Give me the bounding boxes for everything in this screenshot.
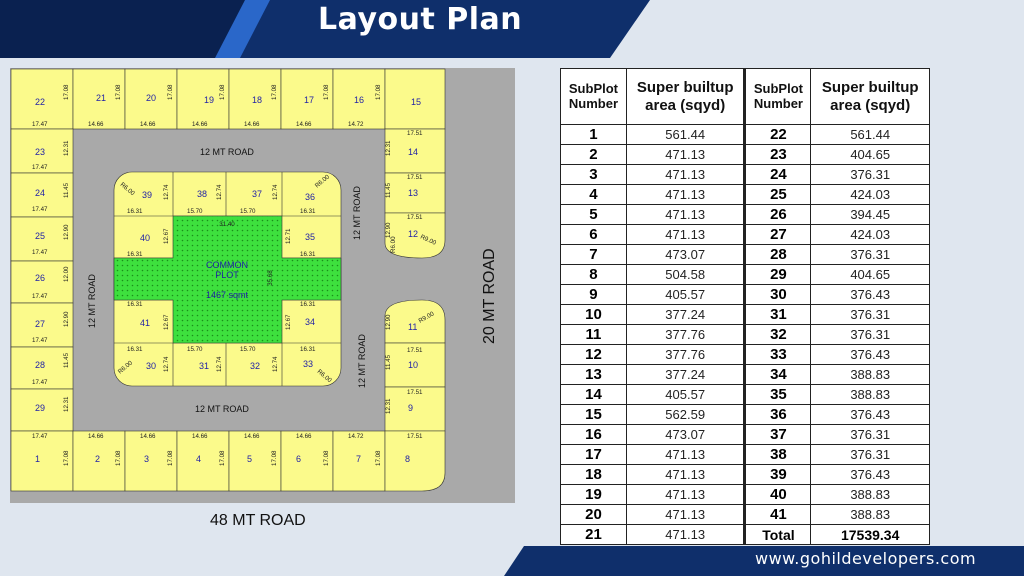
road-label-inner-left: 12 MT ROAD [87,274,97,328]
table-row [561,385,930,405]
plot-9: 9 [408,403,414,413]
plot-21: 21 [96,93,107,103]
svg-text:15.70: 15.70 [240,208,256,215]
table-row [561,185,930,205]
common-plot-height: 35.68 [267,270,274,286]
svg-text:12.74: 12.74 [272,184,279,200]
svg-text:12.74: 12.74 [163,184,170,200]
svg-text:17.51: 17.51 [407,433,423,440]
svg-text:17.08: 17.08 [271,84,278,100]
subplot-number-cell: 16 [561,425,627,445]
svg-text:17.08: 17.08 [219,450,226,466]
plot-3: 3 [144,454,150,464]
subplot-number-cell: 18 [561,465,627,485]
svg-text:R6.00: R6.00 [118,181,136,198]
svg-text:17.08: 17.08 [167,84,174,100]
svg-text:16.31: 16.31 [300,208,316,215]
area-cell: 376.31 [811,445,930,465]
table-row [561,165,930,185]
svg-text:11.45: 11.45 [63,352,70,368]
svg-text:17.47: 17.47 [32,249,48,256]
subplot-number-cell: 38 [745,445,811,465]
svg-text:17.47: 17.47 [32,206,48,213]
plot-36: 36 [305,192,316,202]
subplot-number-cell: Total [745,525,811,545]
subplot-number-cell: 36 [745,405,811,425]
plot-5: 5 [247,454,253,464]
svg-text:16.31: 16.31 [300,346,316,353]
svg-text:17.51: 17.51 [407,347,423,354]
common-plot-area: 1467 sqmt [205,290,249,300]
header-subplot-2: SubPlot Number [745,69,811,125]
subplot-number-cell: 20 [561,505,627,525]
subplot-number-cell: 23 [745,145,811,165]
plot-2: 2 [95,454,101,464]
subplot-number-cell: 41 [745,505,811,525]
road-label-inner-top: 12 MT ROAD [200,147,254,157]
plot-37: 37 [252,189,263,199]
svg-text:14.66: 14.66 [244,121,260,128]
plot-24: 24 [35,188,46,198]
table-row [561,125,930,145]
table-row [561,225,930,245]
road-label-inner-right-upper: 12 MT ROAD [352,186,362,240]
svg-text:17.47: 17.47 [32,293,48,300]
plot-33: 33 [303,359,314,369]
svg-text:14.66: 14.66 [244,433,260,440]
svg-text:14.66: 14.66 [192,433,208,440]
table-row [561,205,930,225]
area-cell: 388.83 [811,485,930,505]
subplot-number-cell: 2 [561,145,627,165]
table-row [561,425,930,445]
area-cell: 424.03 [811,225,930,245]
subplot-number-cell: 21 [561,525,627,545]
subplot-number-cell: 30 [745,285,811,305]
plot-29: 29 [35,403,46,413]
svg-text:12.90: 12.90 [385,314,392,330]
svg-text:R9.00: R9.00 [417,310,436,325]
table-row [561,245,930,265]
area-cell: 471.13 [626,205,745,225]
plot-13: 13 [408,188,419,198]
subplot-number-cell: 34 [745,365,811,385]
svg-text:11.45: 11.45 [63,182,70,198]
svg-text:15.70: 15.70 [187,208,203,215]
subplot-number-cell: 37 [745,425,811,445]
area-cell: 471.13 [626,225,745,245]
area-cell: 473.07 [626,425,745,445]
subplot-number-cell: 7 [561,245,627,265]
svg-text:12.67: 12.67 [163,228,170,244]
svg-text:15.70: 15.70 [187,346,203,353]
plot-34: 34 [305,317,316,327]
area-cell: 376.31 [811,305,930,325]
header-area-1: Super builtup area (sqyd) [626,69,745,125]
svg-text:17.08: 17.08 [63,84,70,100]
area-cell: 562.59 [626,405,745,425]
subplot-number-cell: 39 [745,465,811,485]
plot-16: 16 [354,95,365,105]
subplot-number-cell: 32 [745,325,811,345]
area-cell: 561.44 [626,125,745,145]
svg-text:11.45: 11.45 [385,354,392,370]
plot-28: 28 [35,360,46,370]
area-cell: 394.45 [811,205,930,225]
plot-39: 39 [142,190,153,200]
area-cell: 376.43 [811,285,930,305]
plot-7: 7 [356,454,362,464]
svg-text:17.08: 17.08 [63,450,70,466]
svg-text:17.08: 17.08 [115,450,122,466]
svg-text:R6.00: R6.00 [116,359,134,376]
plot-18: 18 [252,95,263,105]
subplot-number-cell: 10 [561,305,627,325]
header-subplot-1: SubPlot Number [561,69,627,125]
svg-text:17.47: 17.47 [32,379,48,386]
svg-text:17.08: 17.08 [167,450,174,466]
header-area-2: Super builtup area (sqyd) [811,69,930,125]
area-cell: 405.57 [626,285,745,305]
svg-text:12.90: 12.90 [63,311,70,327]
subplot-number-cell: 9 [561,285,627,305]
plot-27: 27 [35,319,46,329]
area-cell: 377.24 [626,305,745,325]
area-table-panel [560,68,930,544]
svg-text:14.66: 14.66 [296,121,312,128]
subplot-number-cell: 6 [561,225,627,245]
plot-8: 8 [405,454,411,464]
area-cell: 377.76 [626,325,745,345]
area-cell: 376.43 [811,405,930,425]
svg-text:14.66: 14.66 [140,121,156,128]
title-banner [0,0,650,58]
subplot-number-cell: 14 [561,385,627,405]
plot-38: 38 [197,189,208,199]
plot-1: 1 [35,454,41,464]
plot-20: 20 [146,93,157,103]
area-cell: 561.44 [811,125,930,145]
svg-text:17.51: 17.51 [407,214,423,221]
area-cell: 473.07 [626,245,745,265]
area-cell: 471.13 [626,465,745,485]
svg-text:11.45: 11.45 [385,182,392,198]
subplot-number-cell: 25 [745,185,811,205]
area-cell: 376.31 [811,245,930,265]
area-table [560,68,930,545]
plot-25: 25 [35,231,46,241]
svg-text:16.31: 16.31 [127,301,143,308]
road-label-inner-right-lower: 12 MT ROAD [357,334,367,388]
subplot-number-cell: 11 [561,325,627,345]
common-plot-width: 31.40 [219,221,235,228]
plot-41: 41 [140,318,151,328]
subplot-number-cell: 40 [745,485,811,505]
plot-15: 15 [411,97,422,107]
plot-19: 19 [204,95,215,105]
table-header-row [561,69,930,125]
svg-text:12.74: 12.74 [216,184,223,200]
area-cell: 376.31 [811,165,930,185]
svg-text:14.72: 14.72 [348,433,364,440]
subplot-number-cell: 17 [561,445,627,465]
svg-text:17.47: 17.47 [32,164,48,171]
table-row [561,325,930,345]
subplot-number-cell: 19 [561,485,627,505]
svg-text:16.31: 16.31 [127,346,143,353]
area-cell: 388.83 [811,385,930,405]
svg-text:12.74: 12.74 [272,356,279,372]
svg-text:14.72: 14.72 [348,121,364,128]
table-row [561,465,930,485]
area-cell: 376.43 [811,465,930,485]
area-cell: 377.76 [626,345,745,365]
svg-text:12.74: 12.74 [216,356,223,372]
area-cell: 471.13 [626,185,745,205]
table-row [561,345,930,365]
svg-text:14.66: 14.66 [296,433,312,440]
svg-text:17.47: 17.47 [32,121,48,128]
subplot-number-cell: 12 [561,345,627,365]
area-cell: 471.13 [626,505,745,525]
area-cell: 471.13 [626,145,745,165]
svg-text:16.31: 16.31 [300,301,316,308]
plot-32: 32 [250,361,261,371]
area-cell: 376.31 [811,325,930,345]
svg-text:12.90: 12.90 [63,224,70,240]
svg-text:17.51: 17.51 [407,389,423,396]
plot-6: 6 [296,454,302,464]
svg-text:12.31: 12.31 [63,140,70,156]
area-cell: 424.03 [811,185,930,205]
subplot-number-cell: 13 [561,365,627,385]
road-label-bottom: 48 MT ROAD [210,512,306,529]
svg-text:14.66: 14.66 [88,121,104,128]
table-row [561,285,930,305]
area-cell: 377.24 [626,365,745,385]
svg-text:R6.00: R6.00 [313,173,331,190]
area-cell: 405.57 [626,385,745,405]
plot-11: 11 [408,322,418,332]
area-cell: 471.13 [626,525,745,545]
svg-text:12.00: 12.00 [63,266,70,282]
subplot-number-cell: 5 [561,205,627,225]
area-cell: 471.13 [626,445,745,465]
table-row [561,365,930,385]
subplot-number-cell: 15 [561,405,627,425]
subplot-number-cell: 29 [745,265,811,285]
subplot-number-cell: 31 [745,305,811,325]
common-plot-label-2: PLOT [215,270,239,280]
plot-26: 26 [35,273,46,283]
area-cell: 388.83 [811,365,930,385]
svg-text:14.66: 14.66 [140,433,156,440]
area-cell: 376.31 [811,425,930,445]
svg-text:16.31: 16.31 [127,251,143,258]
svg-text:17.51: 17.51 [407,130,423,137]
svg-text:17.47: 17.47 [32,337,48,344]
svg-text:17.08: 17.08 [323,84,330,100]
svg-text:12.90: 12.90 [385,222,392,238]
plot-35: 35 [305,232,316,242]
layout-plan-map [10,68,515,529]
table-row [561,145,930,165]
subplot-number-cell: 35 [745,385,811,405]
svg-text:14.66: 14.66 [192,121,208,128]
area-cell: 404.65 [811,265,930,285]
svg-text:17.08: 17.08 [115,84,122,100]
road-label-inner-bottom: 12 MT ROAD [195,404,249,414]
svg-text:17.51: 17.51 [407,174,423,181]
svg-text:17.08: 17.08 [323,450,330,466]
table-row [561,485,930,505]
plot-23: 23 [35,147,46,157]
common-plot-label-1: COMMON [206,260,248,270]
plot-31: 31 [199,361,210,371]
svg-text:12.31: 12.31 [63,396,70,412]
subplot-number-cell: 1 [561,125,627,145]
plot-10: 10 [408,360,419,370]
area-cell: 376.43 [811,345,930,365]
svg-text:R6.00: R6.00 [315,368,333,385]
svg-text:R6.00: R6.00 [390,236,397,253]
page-title: Layout Plan [318,2,523,37]
area-cell: 388.83 [811,505,930,525]
svg-text:17.08: 17.08 [375,450,382,466]
table-row [561,305,930,325]
table-row [561,505,930,525]
plot-17: 17 [304,95,315,105]
subplot-number-cell: 27 [745,225,811,245]
plot-22: 22 [35,97,46,107]
plot-4: 4 [196,454,202,464]
subplot-number-cell: 8 [561,265,627,285]
subplot-number-cell: 22 [745,125,811,145]
svg-text:12.71: 12.71 [285,228,292,244]
table-row [561,265,930,285]
subplot-number-cell: 28 [745,245,811,265]
subplot-number-cell: 3 [561,165,627,185]
subplot-number-cell: 33 [745,345,811,365]
svg-text:17.08: 17.08 [219,84,226,100]
area-cell: 504.58 [626,265,745,285]
plot-40: 40 [140,233,151,243]
plot-12: 12 [408,229,419,239]
table-row [561,525,930,545]
road-label-right: 20 MT ROAD [481,248,498,344]
svg-text:12.74: 12.74 [163,356,170,372]
svg-text:17.47: 17.47 [32,433,48,440]
table-row [561,405,930,425]
svg-text:16.31: 16.31 [127,208,143,215]
area-cell: 17539.34 [811,525,930,545]
svg-text:14.66: 14.66 [88,433,104,440]
plot-30: 30 [146,361,157,371]
subplot-number-cell: 4 [561,185,627,205]
area-cell: 471.13 [626,485,745,505]
svg-text:12.31: 12.31 [385,140,392,156]
svg-text:12.67: 12.67 [163,314,170,330]
svg-text:15.70: 15.70 [240,346,256,353]
svg-text:16.31: 16.31 [300,251,316,258]
area-cell: 404.65 [811,145,930,165]
svg-text:17.08: 17.08 [375,84,382,100]
svg-text:17.08: 17.08 [271,450,278,466]
area-cell: 471.13 [626,165,745,185]
table-row [561,445,930,465]
subplot-number-cell: 24 [745,165,811,185]
svg-text:12.67: 12.67 [285,314,292,330]
website-url[interactable]: www.gohildevelopers.com [755,549,977,568]
svg-text:12.31: 12.31 [385,398,392,414]
svg-text:R9.00: R9.00 [419,233,438,247]
plot-14: 14 [408,147,419,157]
subplot-number-cell: 26 [745,205,811,225]
